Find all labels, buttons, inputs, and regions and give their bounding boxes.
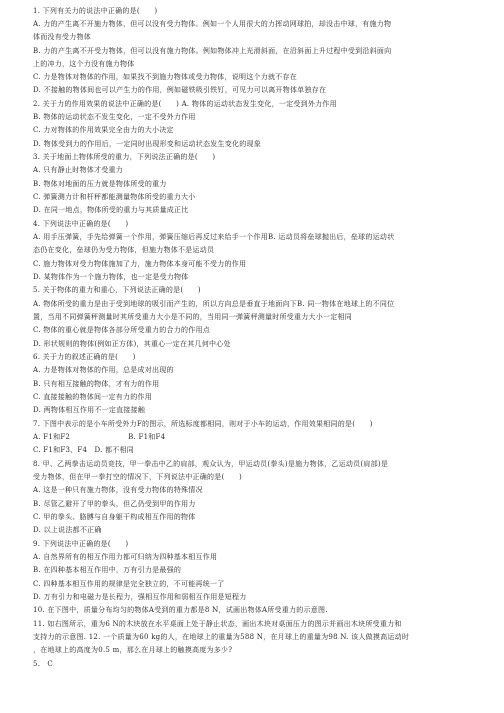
question-1-option-a-cont: 体而没有受力物体 bbox=[33, 33, 91, 41]
question-2-option-d: D. 物体受到力的作用后，一定同时出现形变和运动状态发生变化的现象 bbox=[33, 140, 262, 148]
question-9-stem: 9. 下列说法中正确的是( ) bbox=[33, 540, 129, 548]
question-4-option-a: A. 用手压弹簧，手先给弹簧一个作用，弹簧压缩后再反过来给手一个作用B. 运动员将垒球抛出后，垒球的运动状 bbox=[33, 233, 395, 241]
question-5-stem: 5. 关于物体的重力和重心，下列说法正确的是( ) bbox=[33, 286, 201, 294]
question-8-option-d: D. 以上说法都不正确 bbox=[33, 526, 102, 534]
question-5-option-d: D. 形状规则的物体(例如正方体)，其重心一定在其几何中心处 bbox=[33, 340, 231, 348]
question-8-stem: 8. 甲、乙两拳击运动员竞技，甲一拳击中乙的肩部，观众认为，甲运动员(拳头)是施力物体，乙运动员(肩部)是 bbox=[33, 460, 389, 468]
question-2-stem: 2. 关于力的作用效果的说法中正确的是( ) A. 物体的运动状态发生变化，一定受到外力作用 bbox=[33, 100, 337, 108]
question-4-stem: 4. 下列说法中正确的是( ) bbox=[33, 220, 129, 228]
question-8-option-c: C. 甲的拳头、胳膊与自身躯干构成相互作用的物体 bbox=[33, 513, 196, 521]
question-2-option-c: C. 力对物体的作用效果完全由力的大小决定 bbox=[33, 126, 174, 134]
question-8-option-a: A. 这是一种只有施力物体，没有受力物体的特殊情况 bbox=[33, 486, 203, 494]
question-7-options-cd: C. F1和F3、F4 D. 都不相同 bbox=[33, 446, 135, 454]
question-9-option-a: A. 自然界所有的相互作用力都可归纳为四种基本相互作用 bbox=[33, 553, 218, 561]
question-5-option-c: C. 物体的重心就是物体各部分所受重力的合力的作用点 bbox=[33, 326, 211, 334]
question-9-option-c: C. 四种基本相互作用的规律是完全独立的，不可能再统一了 bbox=[33, 580, 225, 588]
question-5-option-b-cont: 置，当用不同弹簧秤测量时其所受重力大小是不同的，当用同一弹簧秤测量时所受重力大小一定相同 bbox=[33, 313, 352, 321]
question-11: 11. 如右图所示，重为6 N的木块放在水平桌面上处于静止状态，画出木块对桌面压力的图示并画出木块所受重力和 bbox=[33, 620, 402, 628]
question-6-option-b: B. 只有相互接触的物体，才有力的作用 bbox=[33, 380, 160, 388]
question-4-option-c: C. 施力物体对受力物体施加了力，施力物体本身可能不受力的作用 bbox=[33, 260, 247, 268]
question-7-options-ab: A. F1和F2 B. F1和F4 bbox=[33, 433, 166, 441]
question-2-option-b: B. 物体的运动状态不发生变化，一定不受外力作用 bbox=[33, 113, 196, 121]
question-10: 10. 在下图中，质量分布均匀的物体A受到的重力都是8 N，试画出物体A所受重力的示意图. bbox=[33, 606, 328, 614]
question-6-option-d: D. 两物体相互作用不一定直接接触 bbox=[33, 406, 146, 414]
question-3-option-d: D. 在同一地点，物体所受的重力与其质量成正比 bbox=[33, 206, 189, 214]
question-11-12-cont: 支持力的示意图. 12. 一个质量为60 kg的人，在地球上的重量为588 N，在月球上的重量为98 N. 该人做摸高运动时 bbox=[33, 633, 410, 641]
question-6-stem: 6. 关于力的叙述正确的是( ) bbox=[33, 353, 136, 361]
question-4-option-d: D. 某物体作为一个施力物体，也一定是受力物体 bbox=[33, 273, 189, 281]
question-9-option-b: B. 在四种基本相互作用中，万有引力是最强的 bbox=[33, 566, 182, 574]
question-1-stem: 1. 下列有关力的说法中正确的是( ) bbox=[33, 7, 158, 15]
question-3-stem: 3. 关于地面上物体所受的重力，下列说法正确的是( ) bbox=[33, 153, 216, 161]
question-1-option-c: C. 力是物体对物体的作用，如果找不到施力物体或受力物体，说明这个力就不存在 bbox=[33, 73, 298, 81]
question-1-option-d: D. 不接触的物体间也可以产生力的作用，例如磁铁吸引铁钉，可见力可以离开物体单独存在 bbox=[33, 86, 327, 94]
question-9-option-d: D. 万有引力和电磁力是长程力，强相互作用和弱相互作用是短程力 bbox=[33, 593, 247, 601]
question-7-stem: 7. 下图中表示的是小车所受外力F的图示，所选标度都相同，则对于小车的运动，作用效果相同的是( ) bbox=[33, 420, 373, 428]
question-3-option-b: B. 物体对地面的压力就是物体所受的重力 bbox=[33, 180, 167, 188]
question-4-option-b-cont: 态仍在变化，垒球仍为受力物体，但施力物体不是运动员 bbox=[33, 246, 215, 254]
question-3-option-a: A. 只有静止时物体才受重力 bbox=[33, 166, 124, 174]
question-12-cont: ，在地球上的高度为0.5 m，那么在月球上的触摸高度为多少? bbox=[33, 646, 233, 654]
question-6-option-c: C. 直接接触的物体间一定有力的作用 bbox=[33, 393, 153, 401]
question-1-option-b-cont: 上的冲力，这个力没有施力物体 bbox=[33, 60, 135, 68]
question-8-option-b: B. 尽管乙避开了甲的拳头，但乙仍受到甲的作用力 bbox=[33, 500, 196, 508]
question-3-option-c: C. 弹簧测力计和杆秤都能测量物体所受的重力大小 bbox=[33, 193, 196, 201]
question-1-option-b: B. 力的产生离不开受力物体，但可以没有施力物体。例如物体冲上光滑斜面，在沿斜面上升过程中受到沿斜面向 bbox=[33, 47, 392, 55]
answer-line: 5. C bbox=[33, 660, 54, 668]
question-5-option-a: A. 物体所受的重力是由于受到地球的吸引而产生的，所以方向总是垂直于地面向下B. 同一物体在地球上的不同位 bbox=[33, 300, 395, 308]
question-6-option-a: A. 力是物体对物体的作用，总是成对出现的 bbox=[33, 366, 174, 374]
question-1-option-a: A. 力的产生离不开施力物体，但可以没有受力物体。例如一个人用很大的力挥动网球拍，却没击中球，有施力物 bbox=[33, 20, 392, 28]
question-8-stem-cont: 受力物体，但在甲一拳打空的情况下，下列说法中正确的是( ) bbox=[33, 473, 242, 481]
